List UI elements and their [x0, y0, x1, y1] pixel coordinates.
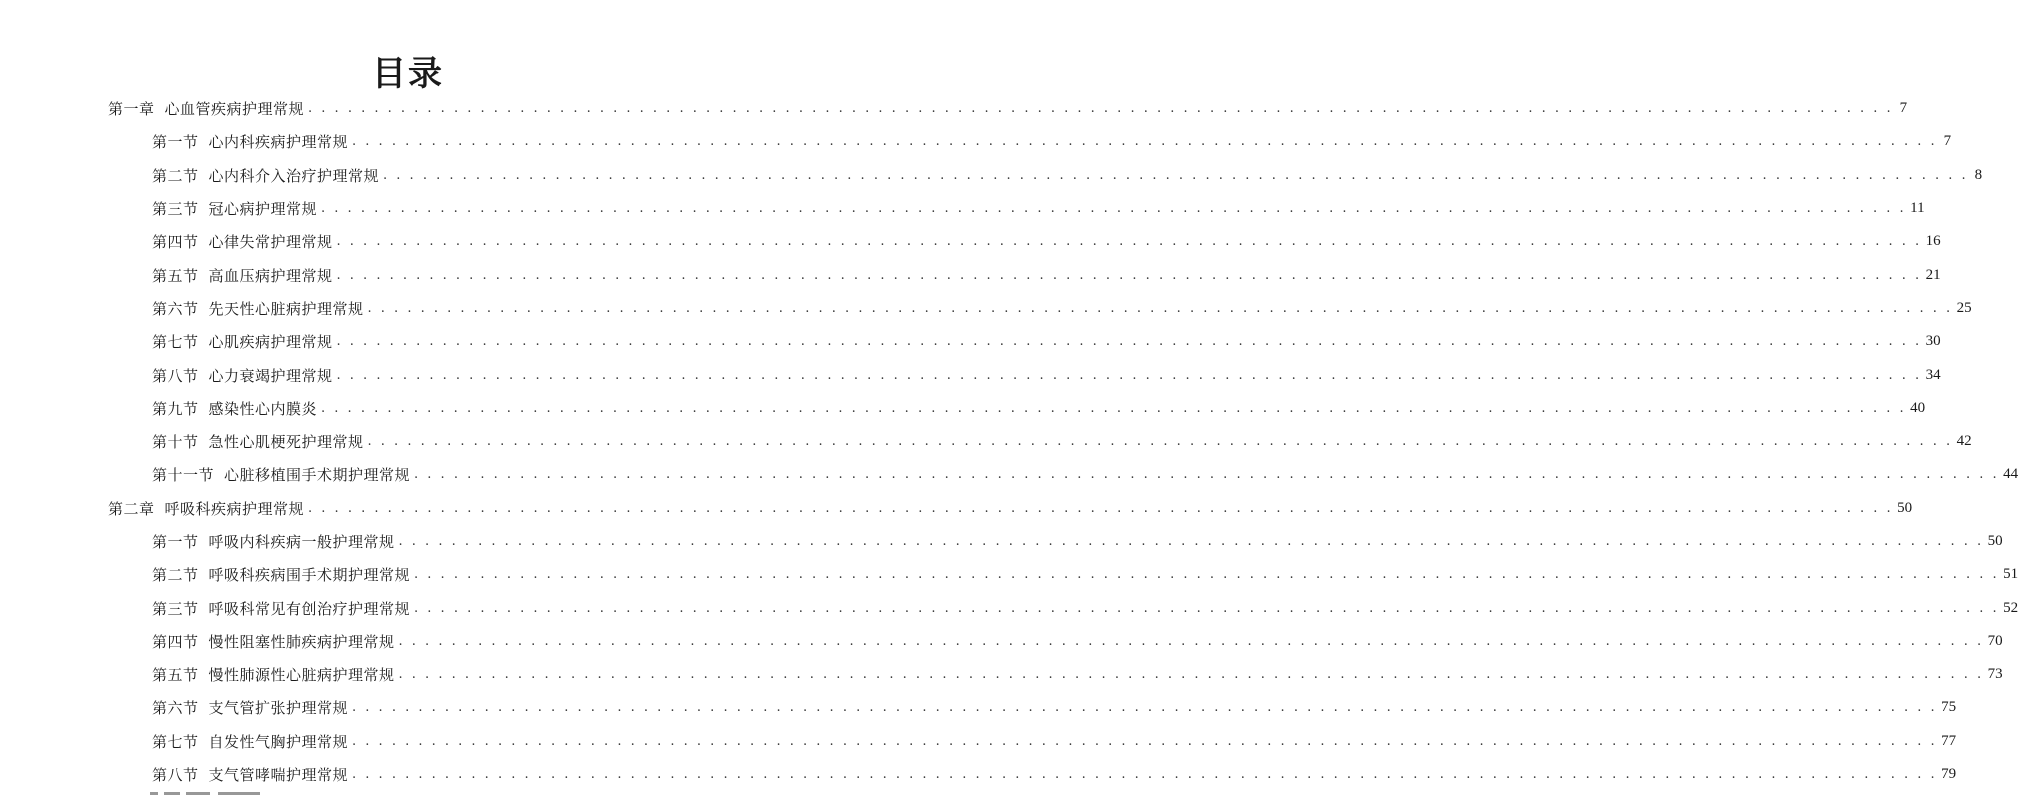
toc-dot-leader: . . . . . . . . . . . . . . . . . . . . . . . . . . . . . . . . . . . . . . . . . . . . . . . . . . . . . . . . . . . . . . . . . . . . . . . . . . . . . . . . . . . . . . . . . . . . . . . . . . . . . . . . . . . . . . . . . . . . . . . . — [352, 733, 1938, 749]
toc-page-number: 79 — [1941, 766, 1957, 783]
toc-dot-leader: . . . . . . . . . . . . . . . . . . . . . . . . . . . . . . . . . . . . . . . . . . . . . . . . . . . . . . . . . . . . . . . . . . . . . . . . . . . . . . . . . . . . . . . . . . . . . . . . . . . . . . . . . . . . . . . . . . . . . . . . — [321, 400, 1907, 416]
toc-entry-text: 呼吸科疾病围手术期护理常规 — [208, 566, 411, 585]
toc-section-entry[interactable] — [0, 725, 1957, 758]
toc-section-entry[interactable] — [0, 392, 1926, 425]
toc-section-entry[interactable] — [0, 292, 1972, 325]
toc-page-number: 25 — [1956, 299, 1972, 316]
toc-entry-text: 呼吸科疾病护理常规 — [164, 499, 305, 518]
toc-section-entry[interactable] — [0, 658, 2003, 691]
toc-page-number: 52 — [2003, 599, 2018, 616]
toc-entry-text: 支气管哮喘护理常规 — [208, 766, 349, 785]
toc-page-number: 30 — [1925, 333, 1941, 350]
toc-entry-number: 第二节 — [152, 166, 199, 185]
toc-section-entry[interactable] — [0, 691, 1957, 724]
toc-dot-leader: . . . . . . . . . . . . . . . . . . . . . . . . . . . . . . . . . . . . . . . . . . . . . . . . . . . . . . . . . . . . . . . . . . . . . . . . . . . . . . . . . . . . . . . . . . . . . . . . . . . . . . . . . . . . . . . . . . . . . . . . — [336, 267, 1922, 283]
toc-entry-number: 第二章 — [108, 499, 155, 518]
toc-page-number: 7 — [1899, 100, 1908, 117]
toc-entry-label — [152, 631, 395, 652]
toc-entry-number: 第十节 — [152, 433, 199, 452]
toc-entry-label — [152, 165, 379, 186]
toc-entry-number: 第六节 — [152, 299, 199, 318]
toc-entry-text: 先天性心脏病护理常规 — [208, 299, 364, 318]
cutoff-next-line — [150, 792, 350, 800]
toc-dot-leader: . . . . . . . . . . . . . . . . . . . . . . . . . . . . . . . . . . . . . . . . . . . . . . . . . . . . . . . . . . . . . . . . . . . . . . . . . . . . . . . . . . . . . . . . . . . . . . . . . . . . . . . . . . . . . . . . . . . . . . . . — [367, 434, 1953, 450]
toc-entry-label — [152, 598, 410, 619]
toc-dot-leader: . . . . . . . . . . . . . . . . . . . . . . . . . . . . . . . . . . . . . . . . . . . . . . . . . . . . . . . . . . . . . . . . . . . . . . . . . . . . . . . . . . . . . . . . . . . . . . . . . . . . . . . . . . . . . . . . . . . . . . . . — [308, 500, 1894, 516]
toc-entry-label — [152, 764, 348, 785]
toc-entry-text: 心内科介入治疗护理常规 — [208, 166, 380, 185]
toc-page-number: 44 — [2003, 466, 2018, 483]
toc-chapter-entry[interactable] — [0, 92, 1908, 125]
toc-dot-leader: . . . . . . . . . . . . . . . . . . . . . . . . . . . . . . . . . . . . . . . . . . . . . . . . . . . . . . . . . . . . . . . . . . . . . . . . . . . . . . . . . . . . . . . . . . . . . . . . . . . . . . . . . . . . . . . . . . . . . . . . — [321, 201, 1907, 217]
toc-entry-number: 第四节 — [152, 632, 199, 651]
toc-entry-text: 呼吸科常见有创治疗护理常规 — [208, 599, 411, 618]
toc-entry-label — [152, 731, 348, 752]
toc-entry-label — [152, 564, 410, 585]
toc-list — [0, 92, 2018, 791]
toc-dot-leader: . . . . . . . . . . . . . . . . . . . . . . . . . . . . . . . . . . . . . . . . . . . . . . . . . . . . . . . . . . . . . . . . . . . . . . . . . . . . . . . . . . . . . . . . . . . . . . . . . . . . . . . . . . . . . . . . . . . . . . . . — [352, 700, 1938, 716]
toc-entry-number: 第三节 — [152, 200, 199, 219]
toc-dot-leader: . . . . . . . . . . . . . . . . . . . . . . . . . . . . . . . . . . . . . . . . . . . . . . . . . . . . . . . . . . . . . . . . . . . . . . . . . . . . . . . . . . . . . . . . . . . . . . . . . . . . . . . . . . . . . . . . . . . . . . . . — [414, 600, 2000, 616]
toc-page-number: 75 — [1941, 699, 1957, 716]
toc-entry-number: 第八节 — [152, 366, 199, 385]
toc-entry-text: 心脏移植围手术期护理常规 — [224, 466, 411, 485]
toc-entry-text: 慢性阻塞性肺疾病护理常规 — [208, 632, 395, 651]
toc-entry-number: 第一节 — [152, 133, 199, 152]
toc-entry-text: 心肌疾病护理常规 — [208, 333, 333, 352]
toc-dot-leader: . . . . . . . . . . . . . . . . . . . . . . . . . . . . . . . . . . . . . . . . . . . . . . . . . . . . . . . . . . . . . . . . . . . . . . . . . . . . . . . . . . . . . . . . . . . . . . . . . . . . . . . . . . . . . . . . . . . . . . . . — [398, 667, 1984, 683]
toc-section-entry[interactable] — [0, 159, 1983, 192]
toc-entry-label — [152, 531, 395, 552]
toc-entry-text: 支气管扩张护理常规 — [208, 699, 349, 718]
toc-entry-label — [152, 231, 333, 252]
toc-entry-number: 第七节 — [152, 732, 199, 751]
toc-entry-number: 第一节 — [152, 533, 199, 551]
toc-section-entry[interactable] — [0, 758, 1957, 791]
toc-section-entry[interactable] — [0, 325, 1941, 358]
toc-entry-label — [152, 464, 410, 485]
toc-dot-leader: . . . . . . . . . . . . . . . . . . . . . . . . . . . . . . . . . . . . . . . . . . . . . . . . . . . . . . . . . . . . . . . . . . . . . . . . . . . . . . . . . . . . . . . . . . . . . . . . . . . . . . . . . . . . . . . . . . . . . . . . — [308, 101, 1894, 117]
toc-page-number: 50 — [1897, 499, 1913, 516]
toc-section-entry[interactable] — [0, 591, 2018, 624]
toc-section-entry[interactable] — [0, 358, 1941, 391]
toc-section-entry[interactable] — [0, 225, 1941, 258]
toc-entry-text: 冠心病护理常规 — [208, 200, 318, 219]
toc-page-number: 11 — [1910, 200, 1925, 217]
toc-entry-number: 第十一节 — [152, 466, 215, 485]
toc-section-entry[interactable] — [0, 458, 2018, 491]
toc-entry-number: 第五节 — [152, 266, 199, 285]
toc-section-entry[interactable] — [0, 125, 1952, 158]
toc-dot-leader: . . . . . . . . . . . . . . . . . . . . . . . . . . . . . . . . . . . . . . . . . . . . . . . . . . . . . . . . . . . . . . . . . . . . . . . . . . . . . . . . . . . . . . . . . . . . . . . . . . . . . . . . . . . . . . . . . . . . . . . . — [336, 334, 1922, 350]
toc-dot-leader: . . . . . . . . . . . . . . . . . . . . . . . . . . . . . . . . . . . . . . . . . . . . . . . . . . . . . . . . . . . . . . . . . . . . . . . . . . . . . . . . . . . . . . . . . . . . . . . . . . . . . . . . . . . . . . . . . . . . . . . . — [352, 134, 1938, 150]
toc-entry-label — [152, 331, 333, 352]
toc-page-number: 42 — [1956, 433, 1972, 450]
toc-dot-leader: . . . . . . . . . . . . . . . . . . . . . . . . . . . . . . . . . . . . . . . . . . . . . . . . . . . . . . . . . . . . . . . . . . . . . . . . . . . . . . . . . . . . . . . . . . . . . . . . . . . . . . . . . . . . . . . . . . . . . . . . — [367, 300, 1953, 316]
toc-entry-text: 呼吸内科疾病一般护理常规 — [208, 533, 395, 551]
toc-dot-leader: . . . . . . . . . . . . . . . . . . . . . . . . . . . . . . . . . . . . . . . . . . . . . . . . . . . . . . . . . . . . . . . . . . . . . . . . . . . . . . . . . . . . . . . . . . . . . . . . . . . . . . . . . . . . . . . . . . . . . . . . — [336, 234, 1922, 250]
toc-entry-number: 第四节 — [152, 233, 199, 252]
toc-entry-text: 感染性心内膜炎 — [208, 399, 318, 418]
toc-page-number: 7 — [1943, 133, 1952, 150]
toc-section-entry[interactable] — [0, 625, 2003, 658]
toc-entry-number: 第六节 — [152, 699, 199, 718]
toc-page-number: 40 — [1910, 399, 1926, 416]
toc-entry-label — [152, 431, 364, 452]
toc-section-entry[interactable] — [0, 558, 2018, 591]
toc-page-number: 16 — [1925, 233, 1941, 250]
toc-entry-number: 第五节 — [152, 666, 199, 685]
toc-entry-number: 第九节 — [152, 399, 199, 418]
toc-entry-text: 心律失常护理常规 — [208, 233, 333, 252]
toc-dot-leader: . . . . . . . . . . . . . . . . . . . . . . . . . . . . . . . . . . . . . . . . . . . . . . . . . . . . . . . . . . . . . . . . . . . . . . . . . . . . . . . . . . . . . . . . . . . . . . . . . . . . . . . . . . . . . . . . . . . . . . . . — [352, 767, 1938, 783]
toc-entry-label — [152, 265, 333, 286]
toc-dot-leader: . . . . . . . . . . . . . . . . . . . . . . . . . . . . . . . . . . . . . . . . . . . . . . . . . . . . . . . . . . . . . . . . . . . . . . . . . . . . . . . . . . . . . . . . . . . . . . . . . . . . . . . . . . . . . . . . . . . . . . . . — [336, 367, 1922, 383]
toc-entry-label — [152, 131, 348, 152]
toc-dot-leader: . . . . . . . . . . . . . . . . . . . . . . . . . . . . . . . . . . . . . . . . . . . . . . . . . . . . . . . . . . . . . . . . . . . . . . . . . . . . . . . . . . . . . . . . . . . . . . . . . . . . . . . . . . . . . . . . . . . . . . . . — [414, 567, 2000, 583]
toc-page-number: 77 — [1941, 732, 1957, 749]
toc-section-entry[interactable] — [0, 258, 1941, 291]
toc-entry-number: 第八节 — [152, 766, 199, 785]
toc-entry-text: 心内科疾病护理常规 — [208, 133, 349, 152]
toc-entry-number: 第二节 — [152, 566, 199, 585]
toc-entry-number: 第七节 — [152, 333, 199, 352]
toc-page-number: 21 — [1925, 266, 1941, 283]
toc-page-number: 50 — [1987, 533, 2003, 549]
page-title: 目录 — [372, 54, 444, 94]
toc-entry-text: 慢性肺源性心脏病护理常规 — [208, 666, 395, 685]
toc-dot-leader: . . . . . . . . . . . . . . . . . . . . . . . . . . . . . . . . . . . . . . . . . . . . . . . . . . . . . . . . . . . . . . . . . . . . . . . . . . . . . . . . . . . . . . . . . . . . . . . . . . . . . . . . . . . . . . . . . . . . . . . . — [398, 534, 1984, 549]
toc-entry-text: 心血管疾病护理常规 — [164, 100, 305, 119]
toc-entry-label — [152, 298, 364, 319]
toc-entry-number: 第三节 — [152, 599, 199, 618]
toc-page-number: 73 — [1987, 666, 2003, 683]
toc-entry-text: 自发性气胸护理常规 — [208, 732, 349, 751]
toc-page-number: 51 — [2003, 566, 2018, 583]
toc-page-number: 8 — [1974, 166, 1983, 183]
toc-chapter-entry[interactable] — [0, 492, 1913, 525]
toc-dot-leader: . . . . . . . . . . . . . . . . . . . . . . . . . . . . . . . . . . . . . . . . . . . . . . . . . . . . . . . . . . . . . . . . . . . . . . . . . . . . . . . . . . . . . . . . . . . . . . . . . . . . . . . . . . . . . . . . . . . . . . . . — [398, 633, 1984, 649]
toc-page-number: 70 — [1987, 632, 2003, 649]
toc-entry-label — [108, 498, 304, 519]
toc-entry-text: 心力衰竭护理常规 — [208, 366, 333, 385]
toc-entry-label — [152, 198, 317, 219]
toc-section-entry[interactable] — [0, 192, 1925, 225]
toc-entry-label — [152, 398, 317, 419]
toc-entry-number: 第一章 — [108, 100, 155, 119]
toc-section-entry[interactable] — [0, 525, 2003, 558]
toc-entry-label — [152, 664, 395, 685]
toc-entry-text: 急性心肌梗死护理常规 — [208, 433, 364, 452]
toc-section-entry[interactable] — [0, 425, 1972, 458]
toc-dot-leader: . . . . . . . . . . . . . . . . . . . . . . . . . . . . . . . . . . . . . . . . . . . . . . . . . . . . . . . . . . . . . . . . . . . . . . . . . . . . . . . . . . . . . . . . . . . . . . . . . . . . . . . . . . . . . . . . . . . . . . . . — [383, 167, 1969, 183]
toc-entry-label — [152, 365, 333, 386]
toc-entry-label — [152, 697, 348, 718]
toc-dot-leader: . . . . . . . . . . . . . . . . . . . . . . . . . . . . . . . . . . . . . . . . . . . . . . . . . . . . . . . . . . . . . . . . . . . . . . . . . . . . . . . . . . . . . . . . . . . . . . . . . . . . . . . . . . . . . . . . . . . . . . . . — [414, 467, 2000, 483]
toc-entry-label — [108, 98, 304, 119]
toc-page-number: 34 — [1925, 366, 1941, 383]
toc-entry-text: 高血压病护理常规 — [208, 266, 333, 285]
